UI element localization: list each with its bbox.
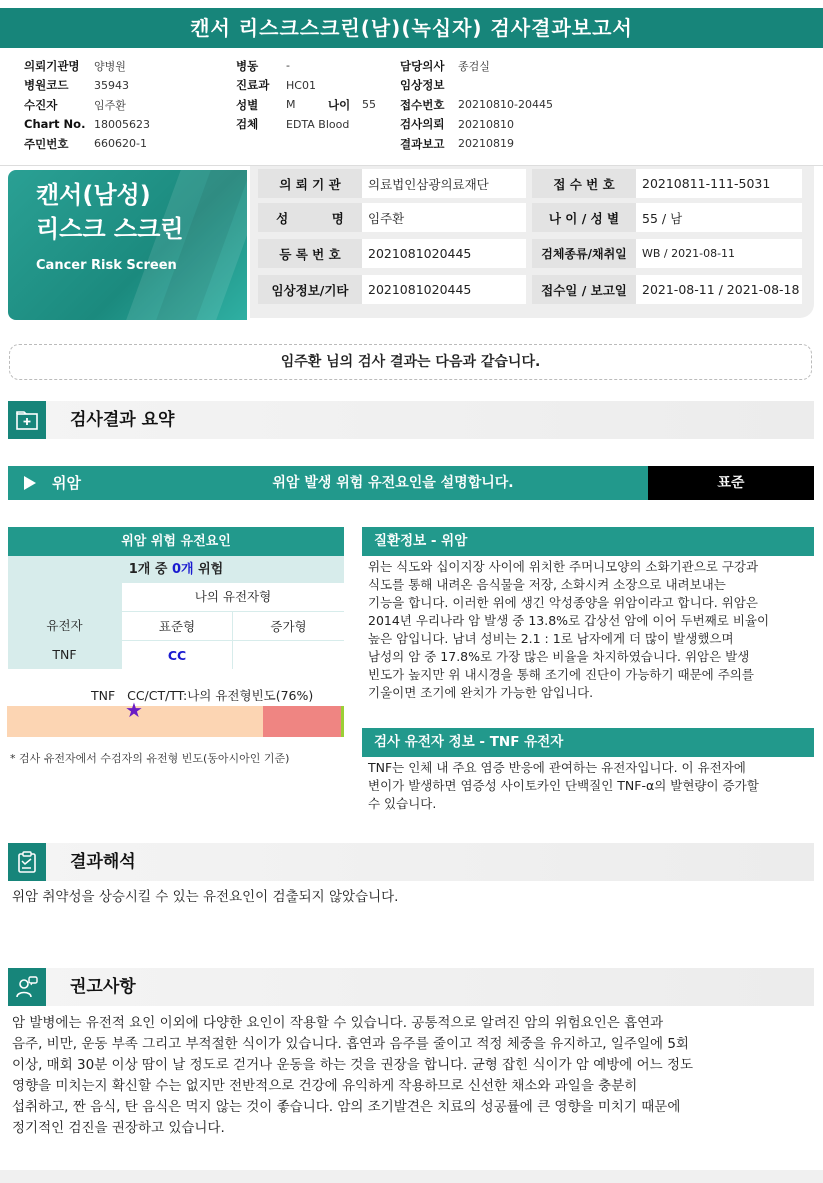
risk-count-value: 0개 — [171, 562, 194, 577]
grid-label: 나 이 / 성 별 — [532, 203, 636, 232]
info-label: 병동 — [236, 58, 259, 73]
text-line: TNF는 인체 내 주요 염증 반응에 관여하는 유전자입니다. 이 유전자에 — [368, 760, 746, 775]
hero-banner — [8, 170, 247, 320]
info-label: 임상정보 — [400, 78, 445, 93]
info-label: 주민번호 — [24, 136, 69, 151]
text-line: 영향을 미치는지 확신할 수는 없지만 전반적으로 건강에 유익하게 작용하므로 신선한 채소와 과일을 충분히 — [12, 1078, 638, 1094]
info-label: Chart No. — [24, 117, 86, 132]
text-line: 암 발병에는 유전적 요인 이외에 다양한 요인이 작용할 수 있습니다. 공통적으로 알려진 암의 위험요인은 흡연과 — [12, 1015, 664, 1031]
info-label: 결과보고 — [400, 136, 445, 151]
doctor-chat-icon — [8, 968, 46, 1006]
star-marker-icon: ★ — [125, 698, 143, 722]
info-value: M — [286, 98, 296, 112]
hero-subtitle: Cancer Risk Screen — [36, 258, 177, 273]
grid-label: 성 명 — [258, 203, 362, 232]
info-value: 35943 — [94, 78, 129, 92]
text-line: 남성의 암 중 17.8%로 가장 많은 비율을 차지하였습니다. 위암은 발생 — [368, 649, 750, 664]
info-col-2 — [236, 56, 376, 134]
page-footer-strip — [0, 1170, 823, 1183]
info-value: 20210810 — [458, 117, 514, 131]
cancer-type-name: 위암 — [52, 474, 81, 492]
hero-title-line1: 캔서(남성) — [36, 181, 151, 209]
info-value: HC01 — [286, 78, 316, 92]
gene-info-text — [368, 759, 808, 813]
risk-count-prefix: 1개 중 — [128, 562, 172, 577]
grid-value: 2021081020445 — [362, 239, 526, 268]
frequency-label: TNF CC/CT/TT:나의 유전형빈도(76%) — [91, 688, 314, 703]
grid-label: 접수일 / 보고일 — [532, 275, 636, 304]
info-value: - — [286, 59, 290, 73]
age-value: 55 — [362, 98, 376, 112]
info-value: 종검실 — [458, 59, 490, 73]
grid-value: WB / 2021-08-11 — [636, 239, 802, 268]
table-cell-empty — [8, 583, 121, 611]
hero-title — [36, 178, 183, 246]
col-normal-header: 표준형 — [121, 611, 232, 640]
text-line: 빈도가 높지만 위 내시경을 통해 조기에 진단이 가능하기 때문에 주의를 — [368, 667, 754, 682]
info-value: 20210819 — [458, 137, 514, 151]
info-value: 양병원 — [94, 59, 126, 73]
frequency-segment — [341, 706, 344, 737]
result-notice: 임주환 님의 검사 결과는 다음과 같습니다. — [9, 344, 812, 380]
grid-value: 55 / 남 — [636, 203, 802, 232]
info-label: 검사의뢰 — [400, 117, 445, 132]
recommendation-text — [12, 1013, 693, 1139]
section-header-recommendation — [8, 968, 814, 1006]
grid-label: 임상정보/기타 — [258, 275, 362, 304]
info-label: 진료과 — [236, 78, 270, 93]
info-label: 담당의사 — [400, 58, 445, 73]
text-line: 2014년 우리나라 암 발생 중 13.8%로 갑상선 암에 이어 두번째로 비율이 — [368, 613, 770, 628]
hero-title-line2: 리스크 스크린 — [36, 215, 184, 243]
gene-info-header: 검사 유전자 정보 - TNF 유전자 — [362, 728, 814, 757]
clipboard-icon — [8, 843, 46, 881]
frequency-bar — [7, 706, 344, 737]
my-genotype-header: 나의 유전자형 — [121, 583, 344, 611]
info-label: 검체 — [236, 117, 259, 132]
table-row — [8, 640, 344, 669]
info-col-1 — [24, 56, 150, 154]
report-title: 캔서 리스크스크린(남)(녹십자) 검사결과보고서 — [0, 8, 823, 48]
section-title: 검사결과 요약 — [70, 410, 175, 430]
risk-factor-table — [8, 527, 344, 669]
grid-value: 임주환 — [362, 203, 526, 232]
text-line: 기능을 합니다. 이러한 위에 생긴 악성종양을 위암이라고 합니다. 위암은 — [368, 595, 758, 610]
risk-level-badge: 표준 — [648, 466, 814, 500]
risk-count-suffix: 위험 — [193, 562, 224, 577]
gene-name: TNF — [8, 640, 121, 669]
info-label: 성별 — [236, 97, 259, 112]
patient-info — [0, 54, 823, 166]
grid-value: 2021-08-11 / 2021-08-18 — [636, 275, 802, 304]
risk-table-header: 위암 위험 유전요인 — [8, 527, 344, 556]
text-line: 식도를 통해 내려온 음식물을 저장, 소화시켜 소장으로 내려보내는 — [368, 577, 726, 592]
table-row — [8, 611, 344, 640]
grid-label: 접 수 번 호 — [532, 169, 636, 198]
genotype-increased — [232, 640, 344, 669]
info-value: EDTA Blood — [286, 117, 350, 131]
text-line: 위는 식도와 십이지장 사이에 위치한 주머니모양의 소화기관으로 구강과 — [368, 559, 759, 574]
section-title: 결과해석 — [70, 852, 136, 872]
grid-value: 의료법인삼광의료재단 — [362, 169, 526, 198]
interpretation-text: 위암 취약성을 상승시킬 수 있는 유전요인이 검출되지 않았습니다. — [12, 889, 399, 905]
grid-label: 검체종류/채취일 — [532, 239, 636, 268]
text-line: 높은 암입니다. 남녀 성비는 2.1 : 1로 남자에게 더 많이 발생했으며 — [368, 631, 734, 646]
disease-info-header: 질환정보 - 위암 — [362, 527, 814, 556]
grid-value: 20210811-111-5031 — [636, 169, 802, 198]
info-label: 접수번호 — [400, 97, 445, 112]
text-line: 이상, 매회 30분 이상 땀이 날 정도로 걷거나 운동을 하는 것을 권장을 합니다. 균형 잡힌 식이가 암 예방에 어느 정도 — [12, 1057, 694, 1073]
text-line: 정기적인 검진을 권장하고 있습니다. — [12, 1120, 225, 1136]
frequency-footnote: * 검사 유전자에서 수검자의 유전형 빈도(동아시아인 기준) — [10, 752, 290, 765]
info-value: 660620-1 — [94, 137, 147, 151]
info-col-3 — [400, 56, 553, 154]
section-header-interpretation — [8, 843, 814, 881]
grid-label: 등 록 번 호 — [258, 239, 362, 268]
cancer-type-description: 위암 발생 위험 유전요인을 설명합니다. — [272, 475, 514, 491]
info-label: 의뢰기관명 — [24, 58, 80, 73]
frequency-segment — [263, 706, 341, 737]
info-value: 임주환 — [94, 98, 126, 112]
cancer-type-bar — [8, 466, 814, 500]
folder-plus-icon — [8, 401, 46, 439]
grid-value: 2021081020445 — [362, 275, 526, 304]
info-label: 병원코드 — [24, 78, 69, 93]
info-value: 20210810-20445 — [458, 98, 553, 112]
summary-grid — [250, 166, 814, 318]
text-line: 음주, 비만, 운동 부족 그리고 부적절한 식이가 있습니다. 흡연과 음주를 줄이고 적정 체중을 유지하고, 일주일에 5회 — [12, 1036, 689, 1052]
text-line: 섭취하고, 짠 음식, 탄 음식은 먹지 않는 것이 좋습니다. 암의 조기발견은 치료의 성공률에 큰 영향을 미치기 때문에 — [12, 1099, 681, 1115]
section-title: 권고사항 — [70, 977, 136, 997]
play-arrow-icon — [24, 476, 36, 490]
info-label: 수진자 — [24, 97, 58, 112]
table-row — [8, 583, 344, 611]
grid-label: 의 뢰 기 관 — [258, 169, 362, 198]
disease-info-text — [368, 558, 808, 702]
genotype-normal: CC — [121, 640, 232, 669]
text-line: 기울이면 조기에 완치가 가능한 암입니다. — [368, 685, 594, 700]
text-line: 변이가 발생하면 염증성 사이토카인 단백질인 TNF-α의 발현량이 증가할 — [368, 778, 759, 793]
col-increased-header: 증가형 — [232, 611, 344, 640]
col-gene-header: 유전자 — [8, 611, 121, 640]
section-header-summary — [8, 401, 814, 439]
risk-count — [8, 556, 344, 583]
text-line: 수 있습니다. — [368, 796, 437, 811]
age-label: 나이 — [328, 97, 351, 112]
info-value: 18005623 — [94, 117, 150, 131]
